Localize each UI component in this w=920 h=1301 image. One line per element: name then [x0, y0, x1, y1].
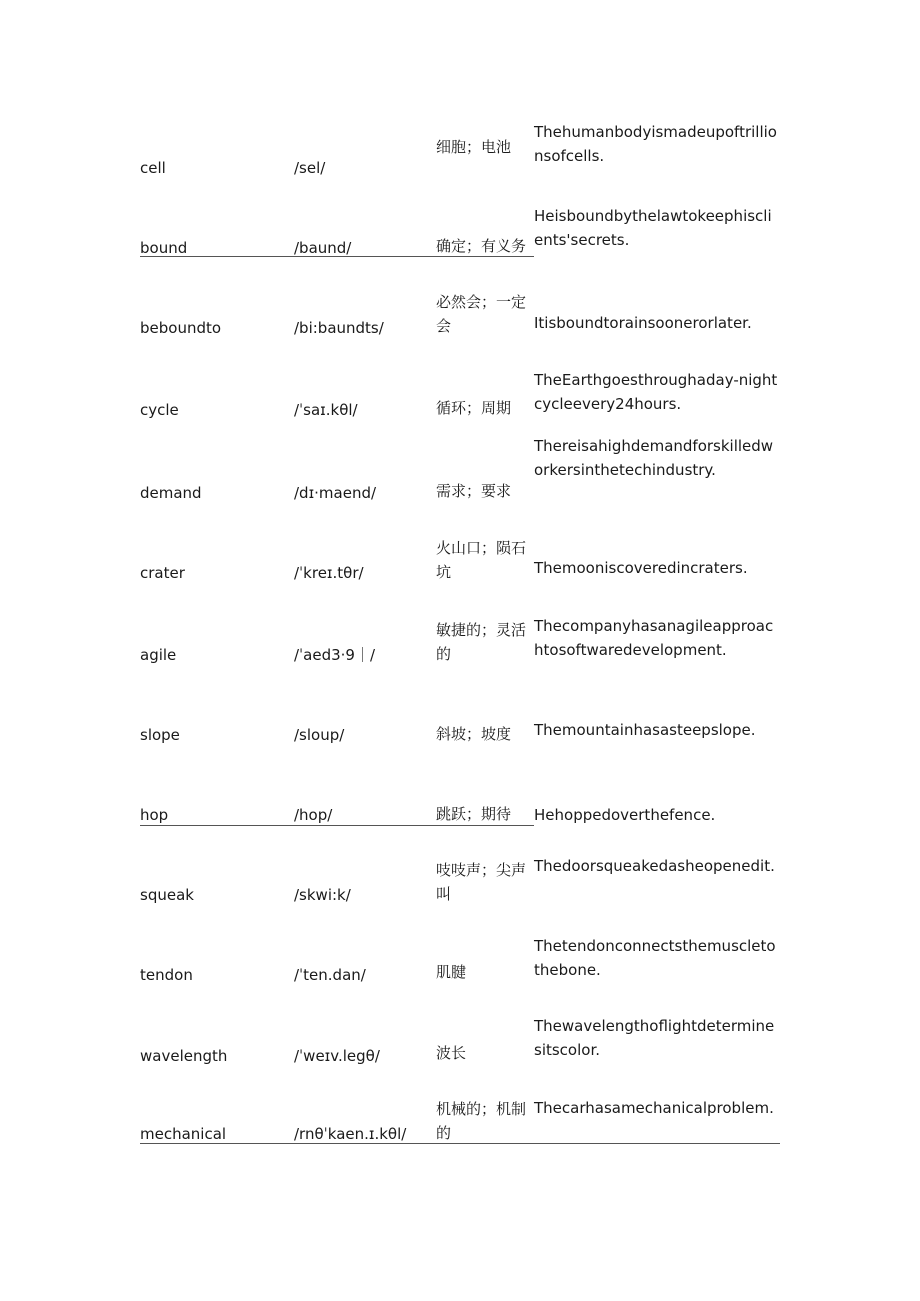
chinese-meaning: 需求；要求 — [436, 482, 512, 500]
example-sentence: Themooniscoveredincraters. — [534, 559, 748, 577]
example-sentence: Themountainhasasteepslope. — [534, 721, 756, 739]
chinese-meaning: 斜坡；坡度 — [436, 725, 512, 743]
example-sentence: Thedoorsqueakedasheopenedit. — [534, 857, 775, 875]
row-underline — [140, 825, 534, 826]
word: agile — [140, 646, 177, 664]
chinese-meaning: 火山口；陨石坑 — [436, 539, 527, 581]
example-sentence: Hehoppedoverthefence. — [534, 806, 716, 824]
example-sentence: Thecompanyhasanagileapproachtosoftwaredevelopment. — [534, 617, 774, 659]
example-sentence: Thehumanbodyismadeupoftrillionsofcells. — [534, 123, 777, 165]
example-sentence: TheEarthgoesthroughaday-nightcycleevery24hours. — [534, 371, 778, 413]
word: beboundto — [140, 319, 222, 337]
word: squeak — [140, 886, 194, 904]
pronunciation: /sel/ — [294, 159, 326, 177]
pronunciation: /ˈten.dan/ — [294, 966, 366, 984]
chinese-meaning: 跳跃；期待 — [436, 805, 512, 823]
pronunciation: /ˈkreɪ.tθr/ — [294, 564, 364, 582]
word: demand — [140, 484, 202, 502]
example-sentence: Thetendonconnectsthemuscletothebone. — [534, 937, 776, 979]
chinese-meaning: 必然会；一定会 — [436, 293, 527, 335]
example-sentence: Thewavelengthoflightdeterminesitscolor. — [534, 1017, 775, 1059]
pronunciation: /baund/ — [294, 239, 352, 257]
pronunciation: /dɪ·maend/ — [294, 484, 377, 502]
word: bound — [140, 239, 188, 257]
chinese-meaning: 循环；周期 — [436, 399, 512, 417]
pronunciation: /bi:baundts/ — [294, 319, 384, 337]
word: crater — [140, 564, 185, 582]
pronunciation: /ˈsaɪ.kθl/ — [294, 401, 358, 419]
example-sentence: Thecarhasamechanicalproblem. — [534, 1099, 774, 1117]
row-underline — [140, 256, 534, 257]
row-underline — [140, 1143, 780, 1144]
chinese-meaning: 机械的；机制的 — [436, 1100, 527, 1142]
pronunciation: /ˈaed3·9｜/ — [294, 646, 376, 664]
example-sentence: Heisboundbythelawtokeephisclients'secrets. — [534, 207, 772, 249]
chinese-meaning: 细胞；电池 — [436, 138, 512, 156]
pronunciation: /skwi:k/ — [294, 886, 351, 904]
word: wavelength — [140, 1047, 228, 1065]
example-sentence: Itisboundtorainsoonerorlater. — [534, 314, 752, 332]
word: tendon — [140, 966, 193, 984]
example-sentence: Thereisahighdemandforskilledworkersinthetechindustry. — [534, 437, 774, 479]
chinese-meaning: 敏捷的；灵活的 — [436, 621, 527, 663]
word: cycle — [140, 401, 179, 419]
chinese-meaning: 波长 — [436, 1044, 467, 1062]
chinese-meaning: 吱吱声；尖声叫 — [436, 861, 527, 903]
pronunciation: /hop/ — [294, 806, 333, 824]
pronunciation: /sloup/ — [294, 726, 345, 744]
word: hop — [140, 806, 169, 824]
pronunciation: /rnθˈkaen.ɪ.kθl/ — [294, 1125, 407, 1143]
word: mechanical — [140, 1125, 227, 1143]
chinese-meaning: 肌腱 — [436, 963, 467, 981]
chinese-meaning: 确定；有义务 — [436, 237, 527, 255]
word: slope — [140, 726, 180, 744]
pronunciation: /ˈweɪv.legθ/ — [294, 1047, 380, 1065]
word: cell — [140, 159, 166, 177]
